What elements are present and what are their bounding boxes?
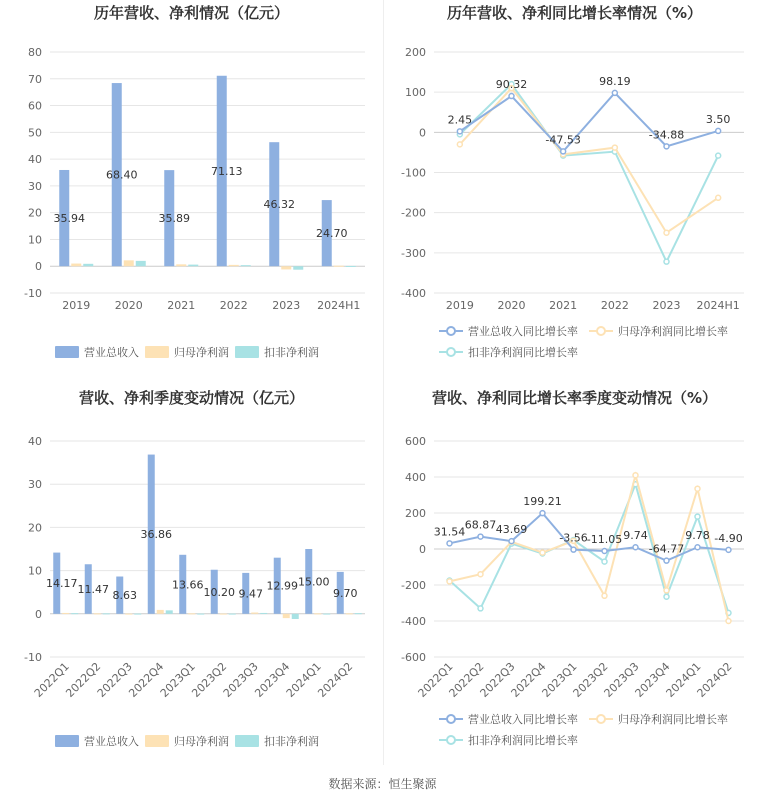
data-label: -4.90 xyxy=(714,531,743,545)
y-tick-label: 0 xyxy=(419,543,426,556)
data-point xyxy=(602,593,607,598)
data-label: 68.40 xyxy=(106,168,138,182)
x-tick-label: 2022Q2 xyxy=(446,659,487,700)
x-tick-label: 2024Q1 xyxy=(283,659,324,700)
x-tick-label: 2023Q1 xyxy=(539,659,580,700)
bar-deducted-profit xyxy=(136,261,146,266)
x-tick-label: 2023 xyxy=(272,299,301,312)
x-tick-label: 2022Q4 xyxy=(126,659,167,700)
x-tick-label: 2022Q4 xyxy=(508,659,549,700)
y-tick-label: 200 xyxy=(405,46,426,59)
legend-label: 扣非净利润同比增长率 xyxy=(468,734,578,747)
legend-swatch xyxy=(55,735,79,747)
bar-deducted-profit xyxy=(260,613,267,614)
data-label: 8.63 xyxy=(112,589,137,603)
data-label: 35.94 xyxy=(53,212,85,226)
data-label: 10.20 xyxy=(203,585,235,599)
data-point xyxy=(540,511,545,516)
x-tick-label: 2024Q2 xyxy=(694,659,735,700)
data-label: 13.66 xyxy=(172,578,204,592)
legend-label: 归母净利润同比增长率 xyxy=(618,713,728,726)
data-label: -47.53 xyxy=(545,133,581,147)
bar-net-profit xyxy=(281,266,291,269)
data-point xyxy=(509,94,514,99)
data-point xyxy=(457,129,462,134)
x-tick-label: 2022Q3 xyxy=(94,659,135,700)
bar-net-profit xyxy=(334,266,344,267)
data-label: 2.45 xyxy=(447,113,473,127)
data-point xyxy=(726,547,731,552)
legend-swatch xyxy=(145,735,169,747)
bar-net-profit xyxy=(314,613,321,614)
data-point xyxy=(561,149,566,154)
data-label: 98.19 xyxy=(599,74,631,88)
data-label: -3.56 xyxy=(559,531,588,545)
data-point xyxy=(633,473,638,478)
legend-swatch xyxy=(235,346,259,358)
data-label: 43.69 xyxy=(495,523,528,537)
y-tick-label: 30 xyxy=(28,478,42,492)
x-tick-label: 2022 xyxy=(219,299,248,312)
data-label: 68.87 xyxy=(464,518,497,532)
data-point xyxy=(664,558,669,563)
data-point xyxy=(478,572,483,577)
data-point xyxy=(664,230,669,235)
bar-net-profit xyxy=(188,613,195,614)
data-label: 3.50 xyxy=(705,112,731,126)
data-label: 9.78 xyxy=(685,529,710,543)
data-point xyxy=(457,142,462,147)
annual-revenue-profit-panel xyxy=(0,0,383,385)
legend-marker xyxy=(447,736,455,744)
data-point xyxy=(664,588,669,593)
y-tick-label: -10 xyxy=(24,287,42,300)
data-label: 14.17 xyxy=(46,577,78,591)
legend-marker xyxy=(597,715,605,723)
data-label: 24.70 xyxy=(316,227,348,241)
bar-net-profit xyxy=(62,613,69,614)
data-label: 12.99 xyxy=(266,579,298,593)
data-point xyxy=(602,548,607,553)
legend-label: 扣非净利润 xyxy=(264,735,319,748)
data-point xyxy=(695,514,700,519)
legend-marker xyxy=(597,327,605,335)
x-tick-label: 2024Q1 xyxy=(663,659,704,700)
bar-net-profit xyxy=(251,613,258,614)
bar-deducted-profit xyxy=(134,614,141,615)
y-tick-label: -10 xyxy=(24,651,42,664)
legend-marker xyxy=(447,348,455,356)
data-point xyxy=(716,195,721,200)
y-tick-label: -400 xyxy=(401,287,426,300)
y-tick-label: 50 xyxy=(28,126,42,140)
x-tick-label: 2023Q4 xyxy=(252,659,293,700)
legend-label: 归母净利润 xyxy=(174,735,229,748)
legend-label: 归母净利润同比增长率 xyxy=(618,325,728,338)
data-label: 46.32 xyxy=(263,198,295,212)
y-tick-label: -200 xyxy=(401,579,426,592)
x-tick-label: 2020 xyxy=(114,299,143,312)
bar-net-profit xyxy=(176,264,186,266)
data-point xyxy=(478,534,483,539)
y-tick-label: -600 xyxy=(401,651,426,664)
quarterly-growth-rate-panel xyxy=(384,385,765,770)
quarterly-growth-rate-chart xyxy=(384,385,765,770)
x-tick-label: 2022 xyxy=(600,299,629,312)
series-line-net-profit-growth xyxy=(450,475,729,621)
legend-label: 营业总收入 xyxy=(84,346,139,359)
data-point xyxy=(716,153,721,158)
y-tick-label: 70 xyxy=(28,72,42,86)
legend-label: 营业总收入同比增长率 xyxy=(468,325,578,338)
data-label: 36.86 xyxy=(140,528,172,542)
y-tick-label: -200 xyxy=(401,206,426,220)
data-point xyxy=(695,486,700,491)
bar-net-profit xyxy=(283,614,290,618)
data-point xyxy=(633,545,638,550)
bar-deducted-profit xyxy=(71,613,78,614)
y-tick-label: 0 xyxy=(419,126,426,140)
data-label: 9.74 xyxy=(623,529,648,543)
legend-swatch xyxy=(235,735,259,747)
chart-title: 历年营收、净利同比增长率情况（%） xyxy=(446,4,703,22)
bar-deducted-profit xyxy=(293,266,303,269)
data-point xyxy=(695,545,700,550)
data-point xyxy=(612,90,617,95)
bar-net-profit xyxy=(94,613,101,614)
x-tick-label: 2023Q3 xyxy=(601,659,642,700)
y-tick-label: -100 xyxy=(401,166,426,180)
x-tick-label: 2023Q2 xyxy=(189,659,230,700)
quarterly-revenue-profit-chart xyxy=(0,385,383,770)
data-point xyxy=(478,606,483,611)
legend-marker xyxy=(447,327,455,335)
bar-deducted-profit xyxy=(241,265,251,266)
legend-label: 归母净利润 xyxy=(174,346,229,359)
x-tick-label: 2019 xyxy=(62,299,91,312)
bar-net-profit xyxy=(220,614,227,615)
y-tick-label: 10 xyxy=(28,233,42,247)
bar-net-profit xyxy=(125,614,132,615)
bar-net-profit xyxy=(346,613,353,614)
data-point xyxy=(726,619,731,624)
y-tick-label: 10 xyxy=(28,564,42,578)
bar-net-profit xyxy=(71,264,81,267)
data-label: 35.89 xyxy=(158,212,190,226)
x-tick-label: 2022Q3 xyxy=(477,659,518,700)
x-tick-label: 2022Q1 xyxy=(415,659,456,700)
y-tick-label: -400 xyxy=(401,615,426,628)
data-point xyxy=(612,145,617,150)
bar-net-profit xyxy=(124,260,134,266)
bar-deducted-profit xyxy=(166,610,173,613)
data-point xyxy=(602,559,607,564)
bar-deducted-profit xyxy=(346,266,356,267)
y-tick-label: 400 xyxy=(405,471,426,484)
annual-growth-rate-chart xyxy=(384,0,765,385)
x-tick-label: 2023Q1 xyxy=(157,659,198,700)
data-point xyxy=(664,594,669,599)
bar-deducted-profit xyxy=(83,264,93,266)
chart-title: 历年营收、净利情况（亿元） xyxy=(93,4,290,22)
bar-deducted-profit xyxy=(355,613,362,614)
data-label: -11.05 xyxy=(586,532,623,546)
chart-title: 营收、净利同比增长率季度变动情况（%） xyxy=(431,389,718,407)
data-label: 71.13 xyxy=(211,164,243,178)
y-tick-label: 0 xyxy=(35,260,42,274)
data-point xyxy=(540,550,545,555)
data-point xyxy=(447,541,452,546)
annual-growth-rate-panel xyxy=(384,0,765,385)
data-label: 11.47 xyxy=(77,583,109,597)
data-label: 31.54 xyxy=(433,525,466,539)
data-label: 199.21 xyxy=(523,495,562,509)
data-label: 9.47 xyxy=(238,587,263,601)
data-point xyxy=(447,579,452,584)
data-label: 90.32 xyxy=(495,78,528,92)
x-tick-label: 2021 xyxy=(549,299,578,312)
y-tick-label: 40 xyxy=(28,435,42,448)
x-tick-label: 2022Q1 xyxy=(31,659,72,700)
y-tick-label: 30 xyxy=(28,179,42,193)
x-tick-label: 2019 xyxy=(445,299,474,312)
data-source-note: 数据来源：恒生聚源 xyxy=(328,777,437,791)
x-tick-label: 2021 xyxy=(167,299,196,312)
y-tick-label: 0 xyxy=(35,607,42,621)
bar-deducted-profit xyxy=(229,614,236,615)
data-label: 9.70 xyxy=(333,586,358,600)
quarterly-revenue-profit-panel xyxy=(0,385,383,770)
data-point xyxy=(571,547,576,552)
legend-marker xyxy=(447,715,455,723)
legend-label: 营业总收入 xyxy=(84,735,139,748)
bar-net-profit xyxy=(229,265,239,266)
legend-swatch xyxy=(55,346,79,358)
data-label: 15.00 xyxy=(298,575,330,589)
legend-label: 营业总收入同比增长率 xyxy=(468,713,578,726)
x-tick-label: 2020 xyxy=(497,299,526,312)
y-tick-label: 600 xyxy=(405,435,426,448)
data-point xyxy=(664,144,669,149)
annual-revenue-profit-chart xyxy=(0,0,383,385)
x-tick-label: 2024H1 xyxy=(317,299,361,312)
x-tick-label: 2022Q2 xyxy=(63,659,104,700)
series-line-net-profit-growth xyxy=(460,88,718,233)
legend-label: 扣非净利润同比增长率 xyxy=(468,346,578,359)
y-tick-label: 20 xyxy=(28,206,42,220)
x-tick-label: 2023 xyxy=(652,299,681,312)
y-tick-label: 100 xyxy=(405,86,426,100)
bar-net-profit xyxy=(157,610,164,614)
bar-deducted-profit xyxy=(197,614,204,615)
data-point xyxy=(716,128,721,133)
chart-title: 营收、净利季度变动情况（亿元） xyxy=(78,389,305,407)
y-tick-label: 80 xyxy=(28,46,42,59)
data-point xyxy=(509,539,514,544)
data-point xyxy=(664,259,669,264)
y-tick-label: 40 xyxy=(28,153,42,167)
x-tick-label: 2024H1 xyxy=(696,299,740,312)
y-tick-label: 200 xyxy=(405,507,426,520)
data-label: -64.77 xyxy=(648,542,685,556)
data-label: -34.88 xyxy=(648,128,685,142)
y-tick-label: -300 xyxy=(401,246,426,260)
bar-deducted-profit xyxy=(188,265,198,267)
bar-deducted-profit xyxy=(292,614,299,619)
x-tick-label: 2023Q3 xyxy=(220,659,261,700)
bar-deducted-profit xyxy=(323,614,330,615)
y-tick-label: 60 xyxy=(28,99,42,113)
x-tick-label: 2023Q4 xyxy=(632,659,673,700)
y-tick-label: 20 xyxy=(28,521,42,535)
x-tick-label: 2023Q2 xyxy=(570,659,611,700)
x-tick-label: 2024Q2 xyxy=(315,659,356,700)
bar-deducted-profit xyxy=(103,613,110,614)
legend-label: 扣非净利润 xyxy=(264,346,319,359)
legend-swatch xyxy=(145,346,169,358)
